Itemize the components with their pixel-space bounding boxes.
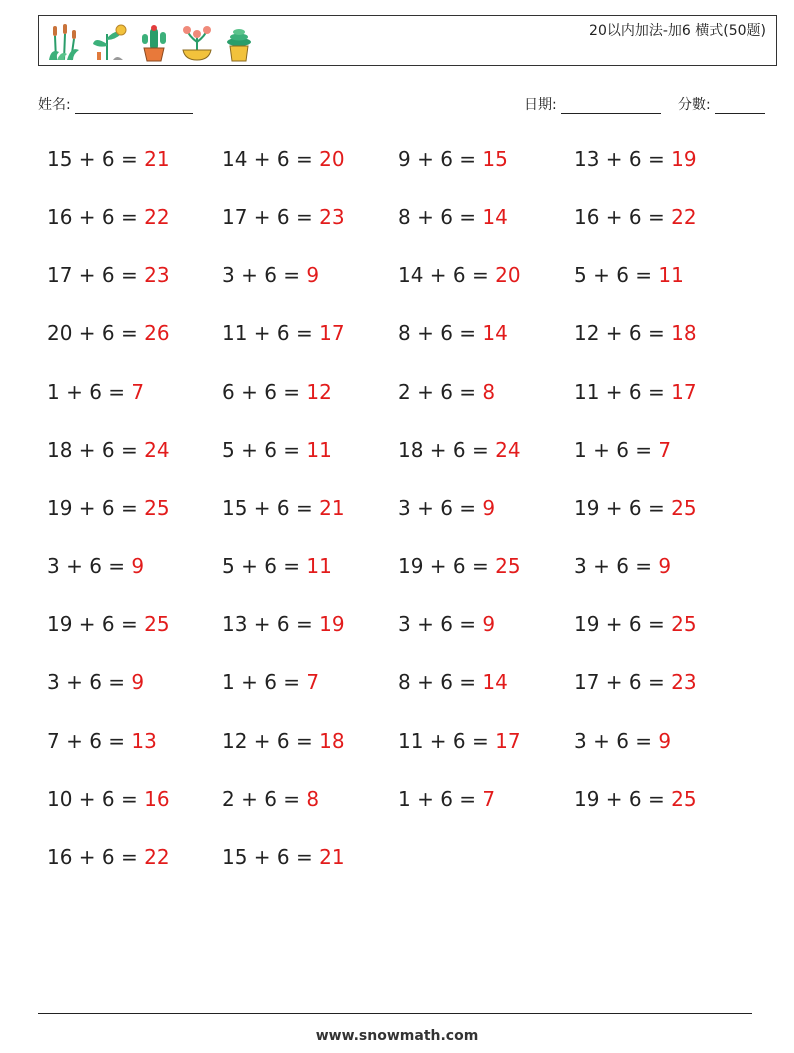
problem-item <box>222 380 332 404</box>
problem-row <box>47 729 767 759</box>
problem-item <box>574 321 697 345</box>
problem-item <box>398 263 521 287</box>
date-field[interactable] <box>524 94 661 114</box>
problem-question: 8 + 6 = <box>398 205 477 230</box>
problem-answer: 9 <box>658 554 672 579</box>
problem-answer: 24 <box>495 437 521 462</box>
problem-item <box>47 670 144 694</box>
problem-answer: 26 <box>144 321 170 346</box>
problem-item <box>47 612 170 636</box>
problem-question: 20 + 6 = <box>47 321 138 346</box>
problem-answer: 13 <box>131 728 157 753</box>
header-box <box>38 15 777 66</box>
problem-row <box>47 670 767 700</box>
problem-item <box>222 729 345 753</box>
problem-question: 19 + 6 = <box>574 786 665 811</box>
problem-answer: 25 <box>495 554 521 579</box>
problem-item <box>398 612 495 636</box>
problem-question: 16 + 6 = <box>47 844 138 869</box>
problem-answer: 18 <box>671 321 697 346</box>
succulent-pot-icon <box>223 22 255 62</box>
flower-bowl-icon <box>179 22 215 62</box>
cattail-plant-icon <box>45 22 81 62</box>
problem-answer: 11 <box>306 437 332 462</box>
problem-question: 2 + 6 = <box>398 379 477 404</box>
problem-item <box>222 438 332 462</box>
problem-item <box>574 438 671 462</box>
problem-question: 9 + 6 = <box>398 147 477 171</box>
problem-item <box>398 554 521 578</box>
problem-question: 1 + 6 = <box>398 786 477 811</box>
sprout-plant-icon <box>89 22 129 62</box>
problem-item <box>398 729 521 753</box>
problem-answer: 21 <box>144 147 170 171</box>
problem-question: 1 + 6 = <box>574 437 653 462</box>
problem-answer: 9 <box>482 612 496 637</box>
problem-answer: 20 <box>495 263 521 288</box>
problem-item <box>47 729 157 753</box>
problem-item <box>398 496 495 520</box>
problem-answer: 25 <box>671 786 697 811</box>
problem-item <box>574 205 697 229</box>
problem-item <box>398 205 508 229</box>
problem-answer: 19 <box>319 612 345 637</box>
problem-row <box>47 263 767 293</box>
problem-answer: 17 <box>495 728 521 753</box>
problem-question: 3 + 6 = <box>47 670 126 695</box>
problem-question: 11 + 6 = <box>398 728 489 753</box>
problem-row <box>47 787 767 817</box>
problem-question: 3 + 6 = <box>574 554 653 579</box>
problem-answer: 9 <box>482 495 496 520</box>
problem-answer: 14 <box>482 205 508 230</box>
problem-item <box>574 147 697 171</box>
problem-item <box>574 670 697 694</box>
problem-answer: 7 <box>658 437 672 462</box>
problem-question: 17 + 6 = <box>47 263 138 288</box>
problem-item <box>47 205 170 229</box>
problem-answer: 9 <box>658 728 672 753</box>
problem-answer: 19 <box>671 147 697 171</box>
problem-row <box>47 205 767 235</box>
problem-question: 12 + 6 = <box>574 321 665 346</box>
problem-question: 6 + 6 = <box>222 379 301 404</box>
problem-row <box>47 147 767 177</box>
problem-question: 3 + 6 = <box>574 728 653 753</box>
problem-answer: 8 <box>306 786 320 811</box>
problem-question: 19 + 6 = <box>574 612 665 637</box>
problem-item <box>222 612 345 636</box>
problem-question: 3 + 6 = <box>398 612 477 637</box>
problem-answer: 22 <box>144 205 170 230</box>
problem-item <box>47 380 144 404</box>
problem-item <box>398 670 508 694</box>
problem-question: 19 + 6 = <box>47 612 138 637</box>
problem-item <box>398 380 495 404</box>
problem-question: 15 + 6 = <box>47 147 138 171</box>
problem-question: 8 + 6 = <box>398 321 477 346</box>
problem-item <box>47 845 170 869</box>
problem-item <box>574 612 697 636</box>
problem-question: 13 + 6 = <box>574 147 665 171</box>
problem-answer: 9 <box>306 263 320 288</box>
problem-answer: 18 <box>319 728 345 753</box>
problem-item <box>47 554 144 578</box>
problem-question: 5 + 6 = <box>222 554 301 579</box>
footer-site: www.snowmath.com <box>315 1028 479 1044</box>
problem-item <box>574 263 684 287</box>
problem-answer: 7 <box>482 786 496 811</box>
problem-question: 3 + 6 = <box>398 495 477 520</box>
problem-question: 16 + 6 = <box>574 205 665 230</box>
problem-question: 15 + 6 = <box>222 844 313 869</box>
problem-item <box>47 263 170 287</box>
problem-answer: 25 <box>144 612 170 637</box>
problem-answer: 14 <box>482 321 508 346</box>
problem-question: 18 + 6 = <box>398 437 489 462</box>
problem-item <box>574 554 671 578</box>
problem-answer: 20 <box>319 147 345 171</box>
problem-item <box>574 787 697 811</box>
problem-item <box>398 321 508 345</box>
problem-question: 5 + 6 = <box>222 437 301 462</box>
problem-row <box>47 845 767 875</box>
problem-item <box>47 321 170 345</box>
problem-answer: 9 <box>131 670 145 695</box>
problem-item <box>47 787 170 811</box>
problem-answer: 25 <box>671 612 697 637</box>
problem-answer: 21 <box>319 844 345 869</box>
problem-answer: 11 <box>658 263 684 288</box>
problem-item <box>574 380 697 404</box>
problem-question: 11 + 6 = <box>574 379 665 404</box>
problem-answer: 7 <box>131 379 145 404</box>
problem-answer: 17 <box>671 379 697 404</box>
cactus-pot-icon <box>137 22 171 62</box>
name-field[interactable] <box>38 94 193 114</box>
score-label: 分數: <box>678 97 711 113</box>
problem-question: 17 + 6 = <box>574 670 665 695</box>
problem-answer: 11 <box>306 554 332 579</box>
problem-question: 14 + 6 = <box>222 147 313 171</box>
problem-question: 3 + 6 = <box>222 263 301 288</box>
problem-row <box>47 554 767 584</box>
problem-answer: 14 <box>482 670 508 695</box>
problem-row <box>47 612 767 642</box>
problem-question: 1 + 6 = <box>222 670 301 695</box>
date-line[interactable] <box>561 99 661 114</box>
problem-item <box>574 729 671 753</box>
score-line[interactable] <box>715 99 765 114</box>
worksheet-title: 20以内加法-加6 横式(50题) <box>589 23 766 39</box>
name-label: 姓名: <box>38 97 71 113</box>
problem-answer: 24 <box>144 437 170 462</box>
problem-item <box>222 845 345 869</box>
problem-item <box>398 787 495 811</box>
score-field[interactable] <box>678 94 765 114</box>
problem-answer: 12 <box>306 379 332 404</box>
problem-row <box>47 380 767 410</box>
problem-question: 3 + 6 = <box>47 554 126 579</box>
problem-answer: 8 <box>482 379 496 404</box>
problem-question: 15 + 6 = <box>222 495 313 520</box>
problem-question: 19 + 6 = <box>398 554 489 579</box>
problem-question: 10 + 6 = <box>47 786 138 811</box>
problem-question: 2 + 6 = <box>222 786 301 811</box>
name-line[interactable] <box>75 99 193 114</box>
problem-question: 18 + 6 = <box>47 437 138 462</box>
problem-question: 11 + 6 = <box>222 321 313 346</box>
problem-item <box>222 787 319 811</box>
problem-question: 16 + 6 = <box>47 205 138 230</box>
problem-item <box>222 554 332 578</box>
problem-question: 5 + 6 = <box>574 263 653 288</box>
date-label: 日期: <box>524 97 557 113</box>
problem-answer: 7 <box>306 670 320 695</box>
problem-question: 14 + 6 = <box>398 263 489 288</box>
problem-row <box>47 438 767 468</box>
problem-item <box>398 438 521 462</box>
footer-divider <box>38 1013 752 1014</box>
problem-answer: 16 <box>144 786 170 811</box>
problem-answer: 25 <box>671 495 697 520</box>
problem-row <box>47 321 767 351</box>
problem-item <box>222 670 319 694</box>
plant-icons <box>45 20 255 62</box>
problem-question: 19 + 6 = <box>574 495 665 520</box>
problem-answer: 23 <box>671 670 697 695</box>
problem-answer: 21 <box>319 495 345 520</box>
problem-answer: 22 <box>144 844 170 869</box>
student-fields <box>38 94 770 116</box>
problem-question: 12 + 6 = <box>222 728 313 753</box>
problem-item <box>222 205 345 229</box>
problem-answer: 15 <box>482 147 508 171</box>
problem-item <box>222 147 345 171</box>
problem-answer: 23 <box>144 263 170 288</box>
problem-item <box>47 438 170 462</box>
problem-item <box>222 496 345 520</box>
problem-row <box>47 496 767 526</box>
problem-question: 7 + 6 = <box>47 728 126 753</box>
problem-item <box>47 496 170 520</box>
problem-question: 1 + 6 = <box>47 379 126 404</box>
problem-answer: 25 <box>144 495 170 520</box>
problem-answer: 23 <box>319 205 345 230</box>
problem-item <box>222 321 345 345</box>
problem-item <box>222 263 319 287</box>
problem-question: 13 + 6 = <box>222 612 313 637</box>
problem-question: 19 + 6 = <box>47 495 138 520</box>
problem-item <box>47 147 170 171</box>
problem-item <box>574 496 697 520</box>
problem-item <box>398 147 508 171</box>
problem-question: 17 + 6 = <box>222 205 313 230</box>
problem-answer: 17 <box>319 321 345 346</box>
problem-answer: 9 <box>131 554 145 579</box>
problem-question: 8 + 6 = <box>398 670 477 695</box>
problem-answer: 22 <box>671 205 697 230</box>
